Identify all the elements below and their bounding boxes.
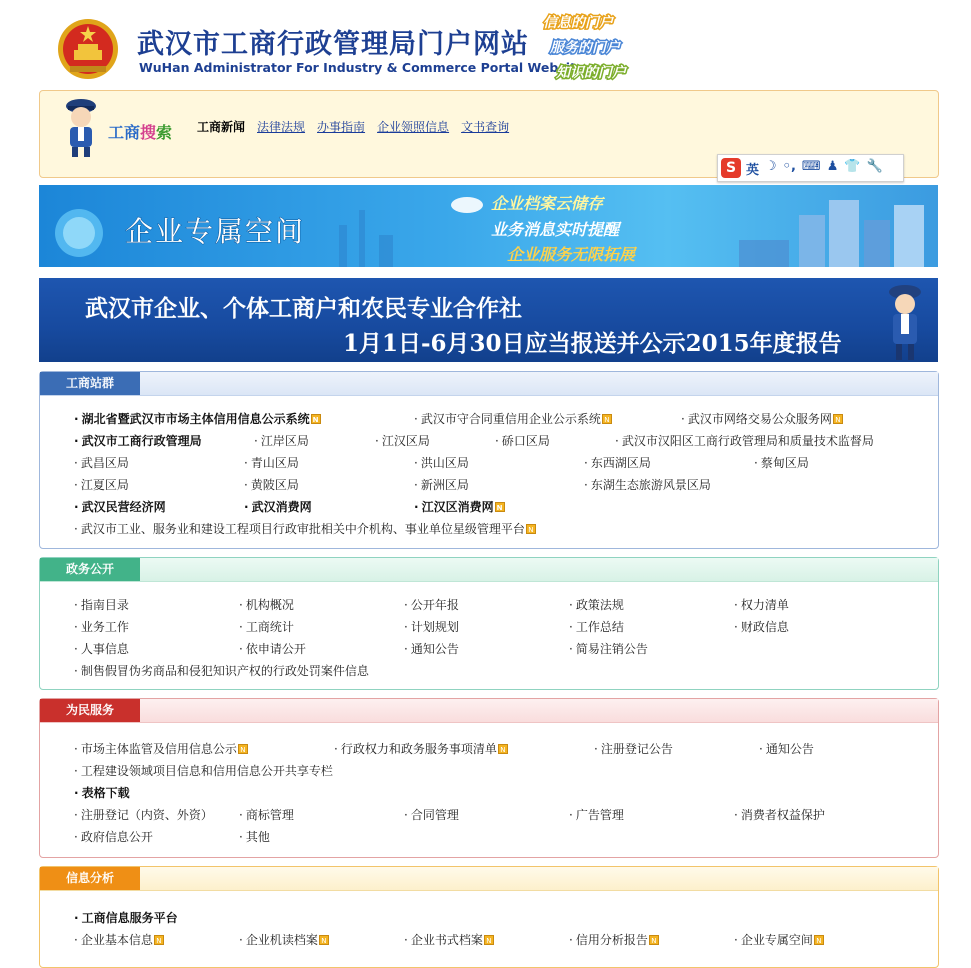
tab-business-news[interactable]: 工商新闻 [197,120,246,134]
wrench-icon[interactable]: 🔧 [866,159,883,174]
link-item[interactable]: · 计划规划 [404,618,459,635]
link-item[interactable] [569,931,659,948]
section-header [40,699,938,723]
banner1-title: 企业专属空间 [125,215,306,248]
link-item[interactable]: · 武汉市汉阳区工商行政管理局和质量技术监督局 [615,432,874,449]
link-item[interactable] [74,931,164,948]
section-title: 为民服务 [40,699,140,722]
link-item[interactable]: · 江岸区局 [254,432,309,449]
new-badge-icon: N [495,502,505,512]
link-item[interactable] [74,520,536,537]
slogan-service: 服务的门户 [550,40,620,56]
section-header [40,558,938,582]
banner2-line1: 武汉市企业、个体工商户和农民专业合作社 [85,295,522,322]
tab-guide[interactable]: 办事指南 [317,120,366,134]
link-item[interactable]: · 合同管理 [404,806,459,823]
link-item[interactable]: · 消费者权益保护 [734,806,825,823]
link-item[interactable]: · 权力清单 [734,596,789,613]
new-badge-icon: N [154,935,164,945]
national-emblem-icon [56,16,120,82]
new-badge-icon: N [311,414,321,424]
link-label[interactable]: 湖北省暨武汉市市场主体信用信息公示系统 [81,412,310,426]
tab-document-query[interactable]: 文书查询 [461,120,510,134]
sogou-logo-icon[interactable]: S [721,158,741,178]
banner2-line2: 1月1日-6月30日应当报送并公示2015年度报告 [343,330,842,357]
link-item[interactable]: · 其他 [239,828,270,845]
link-item[interactable]: · 依申请公开 [239,640,306,657]
link-item[interactable]: · 工商统计 [239,618,294,635]
banner1-line: 业务消息实时提醒 [491,220,620,239]
search-logo-char: 工 [108,123,125,142]
link-label[interactable]: 武汉市守合同重信用企业公示系统 [420,412,601,426]
link-item[interactable]: · 江汉区局 [375,432,430,449]
new-badge-icon: N [498,744,508,754]
link-item[interactable]: · 注册登记（内资、外资） [74,806,213,823]
section-site-group [39,371,939,549]
site-title: 武汉市工商行政管理局门户网站 [137,29,529,60]
new-badge-icon: N [602,414,612,424]
new-badge-icon: N [484,935,494,945]
search-logo-char: 索 [156,123,173,142]
link-item[interactable]: · 商标管理 [239,806,294,823]
search-logo [108,120,172,143]
link-item[interactable] [734,931,824,948]
link-item[interactable]: · 工作总结 [569,618,624,635]
link-item[interactable]: · 青山区局 [244,454,299,471]
section-info-analysis [39,866,939,968]
link-label[interactable]: 企业书式档案 [410,933,483,947]
link-item[interactable]: · 硚口区局 [495,432,550,449]
new-badge-icon: N [833,414,843,424]
search-panel [39,90,939,178]
officer-figure-icon [865,278,938,362]
link-item[interactable]: · 财政信息 [734,618,789,635]
link-item[interactable]: · 广告管理 [569,806,624,823]
link-label[interactable]: 信用分析报告 [575,933,648,947]
new-badge-icon: N [319,935,329,945]
link-label[interactable]: 武汉市工业、服务业和建设工程项目行政审批相关中介机构、事业单位星级管理平台 [80,522,525,536]
tab-license-info[interactable]: 企业领照信息 [377,120,450,134]
link-item[interactable]: · 东西湖区局 [584,454,651,471]
link-item[interactable]: · 人事信息 [74,640,129,657]
link-item[interactable]: · 江夏区局 [74,476,129,493]
link-item[interactable] [414,410,612,427]
link-item[interactable]: · 政府信息公开 [74,828,153,845]
link-item[interactable]: · 蔡甸区局 [754,454,809,471]
link-item[interactable]: · 公开年报 [404,596,459,613]
banner1-line: 企业档案云储存 [491,194,604,213]
link-label[interactable]: 江汉区消费网 [421,500,494,514]
slogan-knowledge: 知识的门户 [556,65,626,81]
link-item[interactable]: · 通知公告 [759,740,814,757]
link-item[interactable]: · 制售假冒伪劣商品和侵犯知识产权的行政处罚案件信息 [74,662,369,679]
section-title: 信息分析 [40,867,140,890]
link-label[interactable]: 行政权力和政务服务事项清单 [340,742,497,756]
link-label[interactable]: 企业基本信息 [80,933,153,947]
skin-icon[interactable]: 👕 [844,159,861,174]
site-header [0,0,971,88]
moon-icon[interactable]: ☽ [765,159,777,174]
link-label[interactable]: 武汉市网络交易公众服务网 [687,412,832,426]
link-item[interactable]: · 指南目录 [74,596,129,613]
enterprise-space-banner[interactable] [39,185,938,267]
link-item[interactable] [74,740,248,757]
ime-toolbar[interactable] [717,154,904,182]
search-logo-char: 搜 [140,123,157,142]
new-badge-icon: N [526,524,536,534]
annual-report-banner[interactable] [39,278,938,362]
link-item[interactable]: · 东湖生态旅游风景区局 [584,476,711,493]
user-icon[interactable]: ♟ [826,159,839,174]
slogan-info: 信息的门户 [543,15,613,31]
link-item[interactable]: · 武汉民营经济网 [74,498,166,515]
link-item[interactable] [334,740,508,757]
link-item[interactable] [74,410,321,427]
link-item[interactable] [404,931,494,948]
site-subtitle: WuHan Administrator For Industry & Commerce Portal Website [139,60,585,75]
link-item[interactable]: · 武汉市工商行政管理局 [74,432,202,449]
link-label[interactable]: 市场主体监管及信用信息公示 [80,742,237,756]
link-item[interactable]: · 洪山区局 [414,454,469,471]
link-item[interactable]: · 政策法规 [569,596,624,613]
section-public-service [39,698,939,858]
link-item[interactable]: · 黄陂区局 [244,476,299,493]
link-label[interactable]: 企业机读档案 [245,933,318,947]
link-item[interactable]: · 机构概况 [239,596,294,613]
new-badge-icon: N [814,935,824,945]
keyboard-icon[interactable]: ⌨ [801,159,821,174]
link-item[interactable]: · 工程建设领域项目信息和信用信息公开共享专栏 [74,762,333,779]
link-item[interactable]: · 武昌区局 [74,454,129,471]
search-logo-char: 商 [124,123,141,142]
section-header [40,867,938,891]
police-mascot-icon [60,97,102,159]
link-label[interactable]: 企业专属空间 [740,933,813,947]
link-item[interactable]: · 业务工作 [74,618,129,635]
form-download-heading[interactable]: · 表格下载 [74,784,130,801]
section-header [40,372,938,396]
link-item[interactable]: · 新洲区局 [414,476,469,493]
ime-english-toggle[interactable]: 英 [746,163,760,178]
link-item[interactable] [681,410,843,427]
search-tabs [197,118,521,135]
punctuation-icon[interactable]: ◦, [782,159,796,174]
link-item[interactable]: · 武汉消费网 [244,498,312,515]
section-government-affairs [39,557,939,690]
link-item[interactable] [414,498,505,515]
link-item[interactable]: · 注册登记公告 [594,740,673,757]
banner1-line: 企业服务无限拓展 [507,245,636,264]
new-badge-icon: N [238,744,248,754]
section-title: 政务公开 [40,558,140,581]
new-badge-icon: N [649,935,659,945]
link-item[interactable]: · 工商信息服务平台 [74,909,178,926]
tab-laws[interactable]: 法律法规 [257,120,306,134]
link-item[interactable] [239,931,329,948]
link-item[interactable]: · 通知公告 [404,640,459,657]
link-item[interactable]: · 简易注销公告 [569,640,648,657]
section-title: 工商站群 [40,372,140,395]
